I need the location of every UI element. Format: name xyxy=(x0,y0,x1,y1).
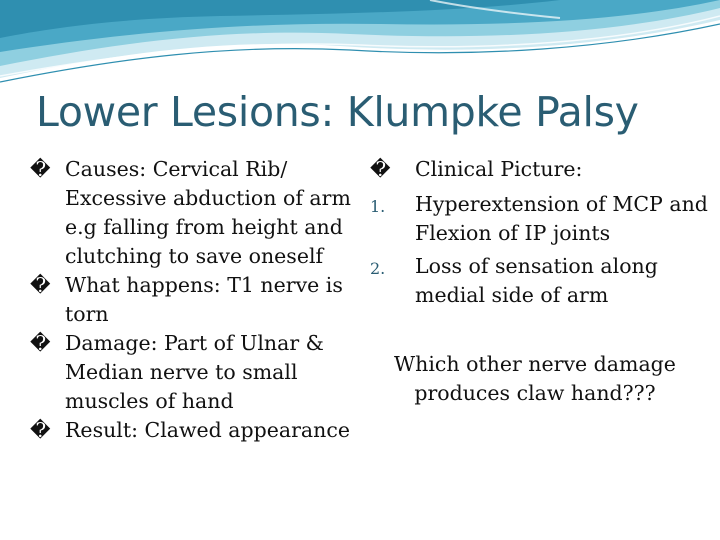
bullet-what-happens xyxy=(30,271,365,329)
bullet-damage xyxy=(30,329,365,416)
question-text: Which other nerve damage produces claw hand??? xyxy=(394,352,676,405)
clinical-item-1 xyxy=(370,190,715,248)
item-text: Hyperextension of MCP and Flexion of IP joints xyxy=(415,192,708,245)
bullet-marker-icon: � xyxy=(30,418,51,442)
left-column xyxy=(30,155,365,445)
bullet-causes xyxy=(30,155,365,271)
slide-title: Lower Lesions: Klumpke Palsy xyxy=(36,88,639,136)
bullet-result xyxy=(30,416,365,445)
clinical-item-2 xyxy=(370,252,715,310)
item-number: 1. xyxy=(370,197,386,216)
right-column xyxy=(370,155,715,310)
bullet-text: Causes: Cervical Rib/ Excessive abduction of arm e.g falling from height and clutching to save oneself xyxy=(65,157,351,268)
item-number: 2. xyxy=(370,259,386,278)
bullet-marker-icon: � xyxy=(30,157,51,181)
bullet-marker-icon: � xyxy=(370,157,391,181)
header-wave-decoration xyxy=(0,0,720,90)
bullet-text: What happens: T1 nerve is torn xyxy=(65,273,343,326)
item-text: Loss of sensation along medial side of arm xyxy=(415,254,658,307)
bullet-marker-icon: � xyxy=(30,331,51,355)
bullet-text: Damage: Part of Ulnar & Median nerve to small muscles of hand xyxy=(65,331,324,413)
bullet-text: Result: Clawed appearance xyxy=(65,418,350,442)
clinical-picture-heading xyxy=(370,155,715,184)
bullet-marker-icon: � xyxy=(30,273,51,297)
heading-text: Clinical Picture: xyxy=(415,157,583,181)
